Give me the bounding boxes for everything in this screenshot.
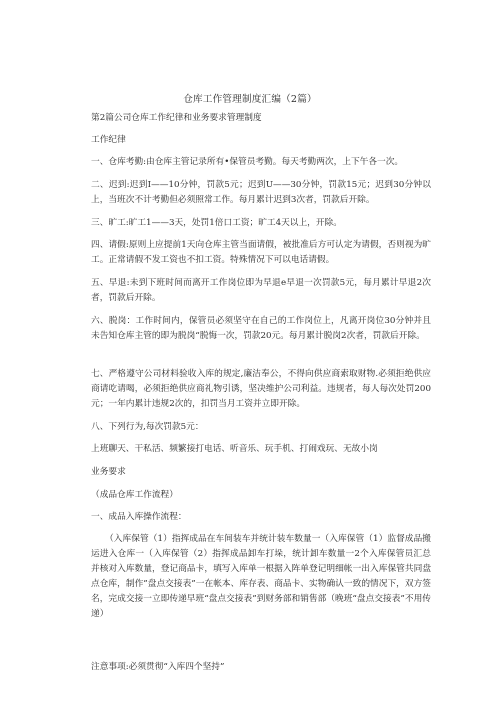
paragraph-behaviors: 上班聊天、干私活、频繁接打电话、听音乐、玩手机、打闹戏玩、无故小岗 (91, 444, 378, 454)
paragraph-attendance: 一、仓库考勤:由仓库主管记录所有•保管员考勤。每天考勤两次，上下午各一次。 (91, 157, 404, 167)
subheading-workflow: （成品仓库工作流程） (91, 490, 178, 500)
paragraph-leave: 四、请假:原则上应提前1天向仓库主管当面请假，被批准后方可认定为请假，否则视为旷工。正常请假不发工资也不扣工资。特殊情况下可以电话请假。 (91, 240, 431, 265)
paragraph-off-post: 六、脱岗：工作时间内，保管员必须坚守在自己的工作岗位上，凡离开岗位30分钟并且未告知仓库主管的即为脱岗“脱悔一次，罚款20元。每月累计脱岗2次者，罚款后开除。 (91, 316, 431, 341)
paragraph-notes: 注意事项:必须贯彻“入库四个坚持” (91, 662, 225, 672)
paragraph-early-leave: 五、早退:未到下班时间而离开工作岗位即为早退e早退一次罚款5元，每月累计早退2次者，罚款后开除。 (91, 278, 431, 303)
document-title: 仓库工作管理制度汇编（2篇） (183, 94, 317, 105)
subheading-discipline: 工作纪律 (91, 135, 126, 145)
subheading-inbound: 一、成品入库操作流程： (91, 512, 187, 522)
paragraph-late: 二、迟到:迟到I——10分钟，罚款5元；迟到U——30分钟，罚款15元；迟到30分钟以上，当班次不计考勤但必须照常工作。每月累计迟到3次者，罚款后开除。 (91, 180, 431, 205)
paragraph-absence: 三、旷工:旷工1——3天，处罚1倍口工资；旷工4天以上，开除。 (91, 218, 342, 228)
paragraph-inbound-process: （入库保管（1）指挥成品在车间装车并统计装车数量一（入库保管（1）监督成品搬运进入仓库一（入库保管（2）指挥成品卸车打垛，统计卸车数量一2个入库保管员汇总并核对入库数量，登记商品卡，填写入库单一根据入阵单登记明细帐一出入库保管共同盘点仓库，制作”盘点交接表”一在帐本、库存表、商品卡、实物确认一致的情况下，双方签名，完成交接一立即传递早班“盘点交接表”到财务部和销售部（晚班“盘点交接表”不用传递） (91, 534, 431, 619)
section-heading: 第2篇公司仓库工作纪律和业务要求管理制度 (91, 113, 262, 123)
paragraph-fines: 八、下列行为,每次罚款5元： (91, 422, 204, 432)
paragraph-integrity: 七、严格遵守公司材料验收入库的规定,廉洁奉公，不得向供应商索取财物.必须拒绝供应商请吃请喝，必须拒绝供应商礼物引诱，坚决维护公司利益。违规者，每人每次处罚200元；一年内累计违规2次的，扣罚当月工资并立即开除。 (91, 369, 431, 409)
subheading-requirements: 业务要求 (91, 467, 126, 477)
